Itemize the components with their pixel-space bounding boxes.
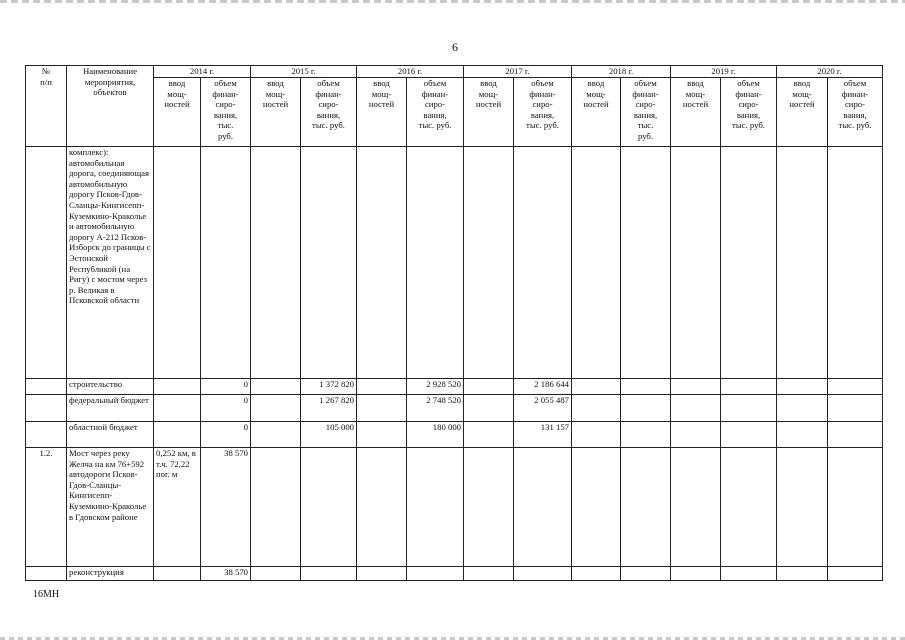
header-year-2017: 2017 г. bbox=[464, 66, 572, 78]
header-capacity: ввод мощ- ностей bbox=[572, 78, 621, 147]
header-financing: объем финан- сиро- вания, тыс. руб. bbox=[301, 78, 357, 147]
construction-2016: 2 928 520 bbox=[407, 379, 464, 395]
row-label-federal: федеральный бюджет bbox=[67, 395, 154, 422]
federal-2014: 0 bbox=[201, 395, 251, 422]
header-year-2014: 2014 г. bbox=[154, 66, 251, 78]
header-name: Наименование мероприятия, объектов bbox=[67, 66, 154, 147]
header-year-2016: 2016 г. bbox=[357, 66, 464, 78]
table-row bbox=[26, 379, 883, 395]
object-name-continuation: комплекс): автомобильная дорога, соединяющая автомобильную дорогу Псков-Гдов-Сланцы-Кингисепп-Куземкино-Краколье и автомобильную дорогу А-212 Псков-Изборск до границы с Эстонской Республикой (на Ригу) с мостом через р. Великая в Псковской области bbox=[67, 147, 154, 379]
header-financing: объем финан- сиро- вания, тыс. руб. bbox=[407, 78, 464, 147]
header-num: № п/п bbox=[26, 66, 67, 147]
header-financing: объем финан- сиро- вания, тыс. руб. bbox=[721, 78, 777, 147]
header-capacity: ввод мощ- ностей bbox=[671, 78, 721, 147]
table-row bbox=[26, 448, 883, 567]
page-number: 6 bbox=[452, 40, 458, 54]
table-row bbox=[26, 395, 883, 422]
regional-2017: 131 157 bbox=[514, 422, 572, 448]
construction-2017: 2 186 644 bbox=[514, 379, 572, 395]
header-capacity: ввод мощ- ностей bbox=[154, 78, 201, 147]
header-year-2019: 2019 г. bbox=[671, 66, 777, 78]
header-financing: объем финан- сиро- вания, тыс. руб. bbox=[621, 78, 671, 147]
header-capacity: ввод мощ- ностей bbox=[777, 78, 828, 147]
construction-2014: 0 bbox=[201, 379, 251, 395]
header-financing: объем финан- сиро- вания, тыс. руб. bbox=[514, 78, 572, 147]
header-year-2015: 2015 г. bbox=[251, 66, 357, 78]
object-name: Мост через реку Желча на км 76+592 автодороги Псков-Гдов-Сланцы-Кингисепп-Куземкино-Краколье в Гдовском районе bbox=[67, 448, 154, 567]
header-financing: объем финан- сиро- вания, тыс. руб. bbox=[828, 78, 883, 147]
federal-2017: 2 055 487 bbox=[514, 395, 572, 422]
header-year-2018: 2018 г. bbox=[572, 66, 671, 78]
financing-2014: 38 570 bbox=[201, 448, 251, 567]
header-year-2020: 2020 г. bbox=[777, 66, 883, 78]
item-number: 1.2. bbox=[26, 448, 67, 567]
federal-2016: 2 748 520 bbox=[407, 395, 464, 422]
construction-2015: 1 372 820 bbox=[301, 379, 357, 395]
header-financing: объем финан- сиро- вания, тыс. руб. bbox=[201, 78, 251, 147]
footer-code: 16МН bbox=[33, 589, 60, 600]
regional-2016: 180 000 bbox=[407, 422, 464, 448]
table-row bbox=[26, 147, 883, 379]
reconstruction-2014: 38 570 bbox=[201, 567, 251, 581]
page-top-edge bbox=[0, 0, 905, 3]
row-label-reconstruction: реконструкция bbox=[67, 567, 154, 581]
table-header-years bbox=[26, 66, 883, 78]
header-capacity: ввод мощ- ностей bbox=[464, 78, 514, 147]
row-label-regional: областной бюджет bbox=[67, 422, 154, 448]
table-header-subcolumns bbox=[26, 78, 883, 147]
capacity-2014: 0,252 км, в т.ч. 72,22 пог. м bbox=[154, 448, 201, 567]
table-row bbox=[26, 422, 883, 448]
federal-2015: 1 267 820 bbox=[301, 395, 357, 422]
header-capacity: ввод мощ- ностей bbox=[357, 78, 407, 147]
table-row bbox=[26, 567, 883, 581]
regional-2015: 105 000 bbox=[301, 422, 357, 448]
header-capacity: ввод мощ- ностей bbox=[251, 78, 301, 147]
financing-table bbox=[25, 65, 883, 581]
regional-2014: 0 bbox=[201, 422, 251, 448]
row-label-construction: строительство bbox=[67, 379, 154, 395]
